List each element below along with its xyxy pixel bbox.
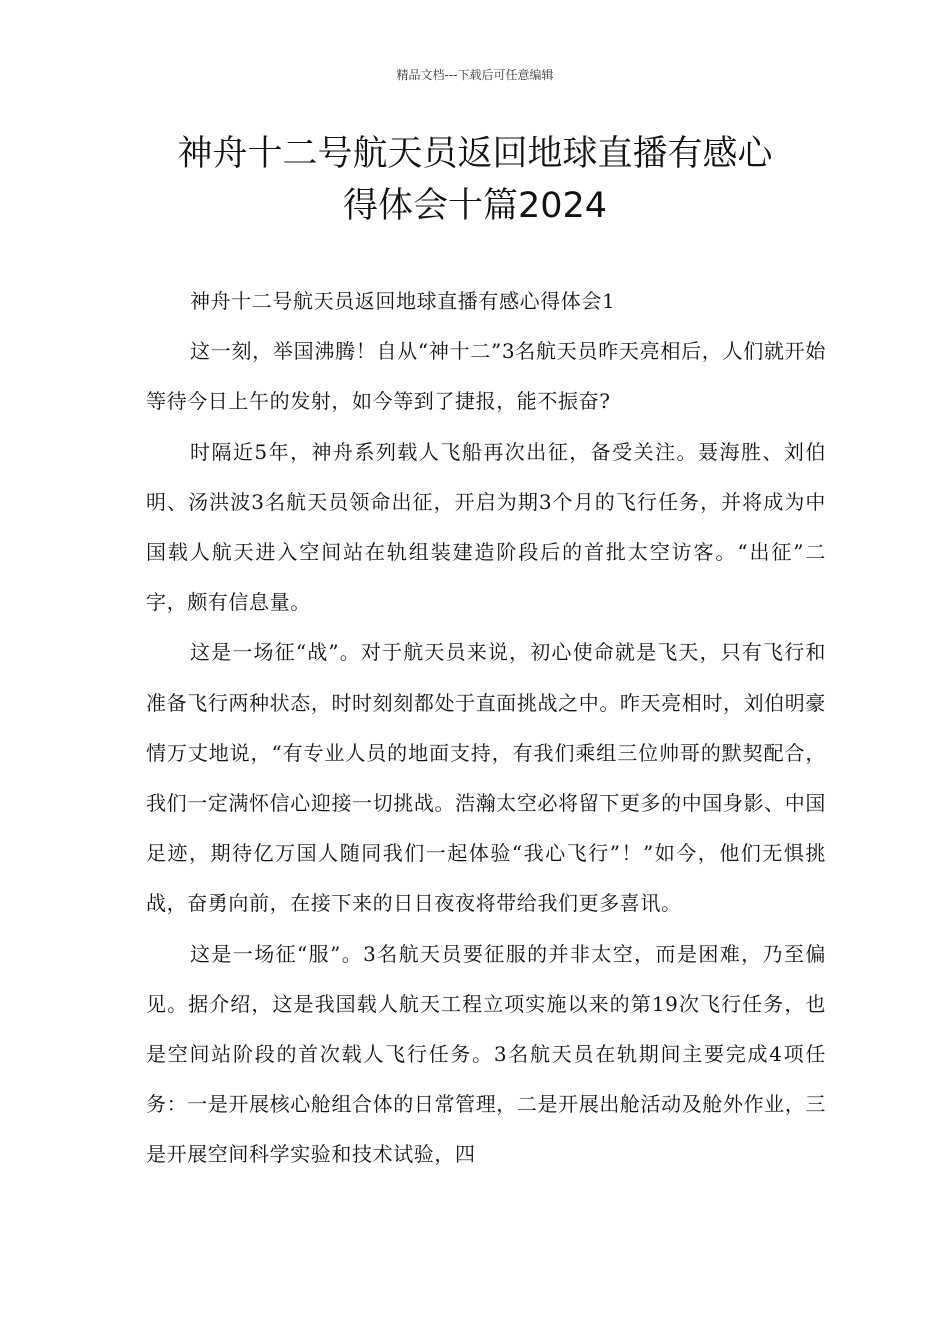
paragraph: 时隔近5年，神舟系列载人飞船再次出征，备受关注。聂海胜、刘伯明、汤洪波3名航天员领命出征，开启为期3个月的飞行任务，并将成为中国载人航天进入空间站在轨组装建造阶段后的首批太空访客。“出征”二字，颇有信息量。 <box>146 439 826 615</box>
header-note: 精品文档---下载后可任意编辑 <box>396 68 554 82</box>
document-title <box>120 128 830 232</box>
section-heading: 神舟十二号航天员返回地球直播有感心得体会1 <box>190 289 616 313</box>
title-line-1: 神舟十二号航天员返回地球直播有感心 <box>177 134 773 174</box>
paragraph: 这是一场征“战”。对于航天员来说，初心使命就是飞天，只有飞行和准备飞行两种状态，时时刻刻都处于直面挑战之中。昨天亮相时，刘伯明豪情万丈地说，“有专业人员的地面支持，有我们乘组三位帅哥的默契配合，我们一定满怀信心迎接一切挑战。浩瀚太空必将留下更多的中国身影、中国足迹，期待亿万国人随同我们一起体验“我心飞行”！”如今，他们无惧挑战，奋勇向前，在接下来的日日夜夜将带给我们更多喜讯。 <box>146 640 826 916</box>
document-body <box>146 276 826 1180</box>
title-line-2: 得体会十篇2024 <box>342 186 608 226</box>
paragraph: 这一刻，举国沸腾！自从“神十二”3名航天员昨天亮相后，人们就开始等待今日上午的发射，如今等到了捷报，能不振奋? <box>146 339 826 414</box>
paragraph: 这是一场征“服”。3名航天员要征服的并非太空，而是困难，乃至偏见。据介绍，这是我国载人航天工程立项实施以来的第19次飞行任务，也是空间站阶段的首次载人飞行任务。3名航天员在轨期间主要完成4项任务：一是开展核心舱组合体的日常管理，二是开展出舱活动及舱外作业，三是开展空间科学实验和技术试验，四 <box>146 941 826 1167</box>
